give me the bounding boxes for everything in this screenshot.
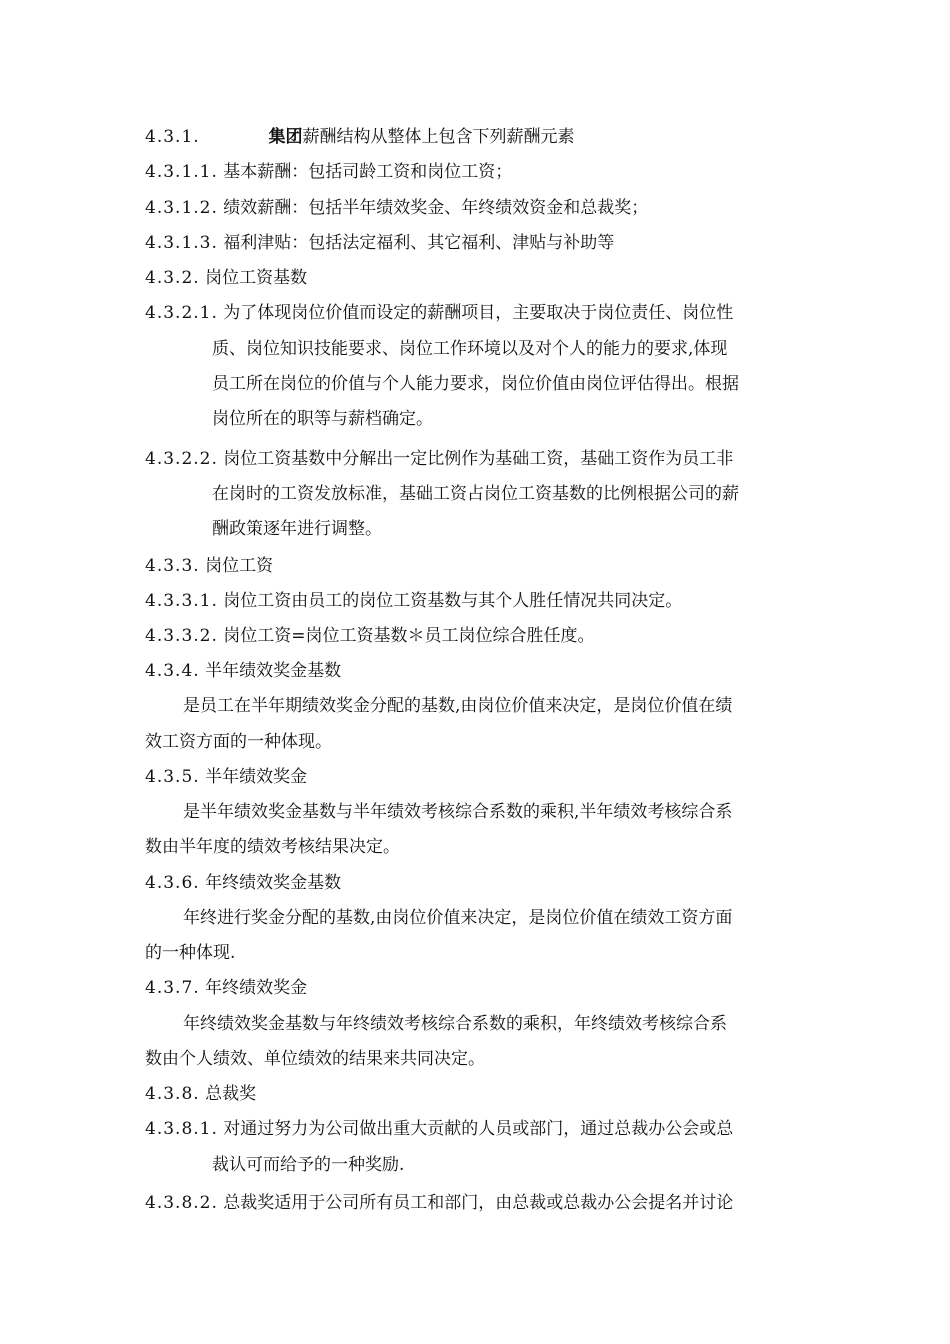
section-text: 总裁奖适用于公司所有员工和部门，由总裁或总裁办公会提名并讨论 (223, 1193, 734, 1213)
section-number: 4.3.1.3. (145, 233, 218, 253)
section-number: 4.3.8. (145, 1084, 200, 1104)
section-text: 福利津贴：包括法定福利、其它福利、津贴与补助等 (223, 233, 615, 253)
section-number: 4.3.1. (145, 127, 200, 147)
section-number: 4.3.2.2. (145, 449, 218, 469)
paragraph-line: 年终绩效奖金基数与年终绩效考核综合系数的乘积，年终绩效考核综合系 (183, 1014, 727, 1034)
section-item (145, 624, 595, 648)
section-number: 4.3.7. (145, 978, 200, 998)
section-item (145, 196, 648, 220)
section-text: 岗位工资由员工的岗位工资基数与其个人胜任情况共同决定。 (223, 591, 683, 611)
section-text: 绩效薪酬：包括半年绩效奖金、年终绩效资金和总裁奖； (223, 198, 649, 218)
section-text: 岗位工资基数中分解出一定比例作为基础工资，基础工资作为员工非 (223, 449, 734, 469)
section-number: 4.3.2. (145, 268, 200, 288)
section-number: 4.3.4. (145, 661, 200, 681)
section-number: 4.3.3.1. (145, 591, 218, 611)
section-heading (145, 659, 341, 683)
section-text: 对通过努力为公司做出重大贡献的人员或部门，通过总裁办公会或总 (223, 1119, 734, 1139)
section-heading (145, 1082, 256, 1106)
section-item (145, 447, 733, 471)
paragraph-line: 效工资方面的一种体现。 (145, 732, 332, 752)
section-text: 半年绩效奖金基数 (205, 661, 342, 681)
continuation-line: 裁认可而给予的一种奖励. (212, 1155, 405, 1175)
continuation-line: 质、岗位知识技能要求、岗位工作环境以及对个人的能力的要求,体现 (212, 339, 728, 359)
section-text: 总裁奖 (205, 1084, 257, 1104)
section-item (145, 301, 733, 325)
paragraph-line: 是员工在半年期绩效奖金分配的基数,由岗位价值来决定，是岗位价值在绩 (183, 696, 733, 716)
paragraph-line: 的一种体现. (145, 943, 236, 963)
section-text: 年终绩效奖金 (205, 978, 308, 998)
section-number: 4.3.8.1. (145, 1119, 218, 1139)
section-text: 年终绩效奖金基数 (205, 873, 342, 893)
paragraph-line: 是半年绩效奖金基数与半年绩效考核综合系数的乘积,半年绩效考核综合系 (183, 802, 733, 822)
section-bold-text: 集团 (268, 127, 303, 147)
section-item (145, 160, 512, 184)
section-number: 4.3.5. (145, 767, 200, 787)
continuation-line: 酬政策逐年进行调整。 (212, 519, 382, 539)
section-number: 4.3.6. (145, 873, 200, 893)
paragraph-line: 数由半年度的绩效考核结果决定。 (145, 837, 400, 857)
section-text: 岗位工资基数 (205, 268, 308, 288)
section-heading (145, 976, 307, 1000)
section-item (145, 1117, 733, 1141)
section-number: 4.3.1.1. (145, 162, 218, 182)
section-text: 为了体现岗位价值而设定的薪酬项目，主要取决于岗位责任、岗位性 (223, 303, 734, 323)
section-text: 薪酬结构从整体上包含下列薪酬元素 (302, 127, 575, 147)
section-item (145, 1191, 733, 1215)
section-heading (145, 765, 307, 789)
continuation-line: 员工所在岗位的价值与个人能力要求，岗位价值由岗位评估得出。根据 (212, 374, 739, 394)
section-text: 岗位工资 (205, 556, 274, 576)
section-number: 4.3.3.2. (145, 626, 218, 646)
section-item (145, 231, 614, 255)
section-text: 基本薪酬：包括司龄工资和岗位工资； (223, 162, 513, 182)
paragraph-line: 数由个人绩效、单位绩效的结果来共同决定。 (145, 1049, 485, 1069)
section-number: 4.3.8.2. (145, 1193, 218, 1213)
continuation-line: 岗位所在的职等与薪档确定。 (212, 409, 433, 429)
paragraph-line: 年终进行奖金分配的基数,由岗位价值来决定，是岗位价值在绩效工资方面 (183, 908, 733, 928)
section-number: 4.3.1.2. (145, 198, 218, 218)
section-number: 4.3.3. (145, 556, 200, 576)
section-number: 4.3.2.1. (145, 303, 218, 323)
continuation-line: 在岗时的工资发放标准，基础工资占岗位工资基数的比例根据公司的薪 (212, 484, 739, 504)
section-heading (145, 554, 273, 578)
section-item (145, 589, 682, 613)
section-text: 半年绩效奖金 (205, 767, 308, 787)
section-text: 岗位工资=岗位工资基数＊员工岗位综合胜任度。 (223, 626, 595, 646)
section-heading (145, 266, 307, 290)
section-heading (145, 125, 574, 149)
section-heading (145, 871, 341, 895)
